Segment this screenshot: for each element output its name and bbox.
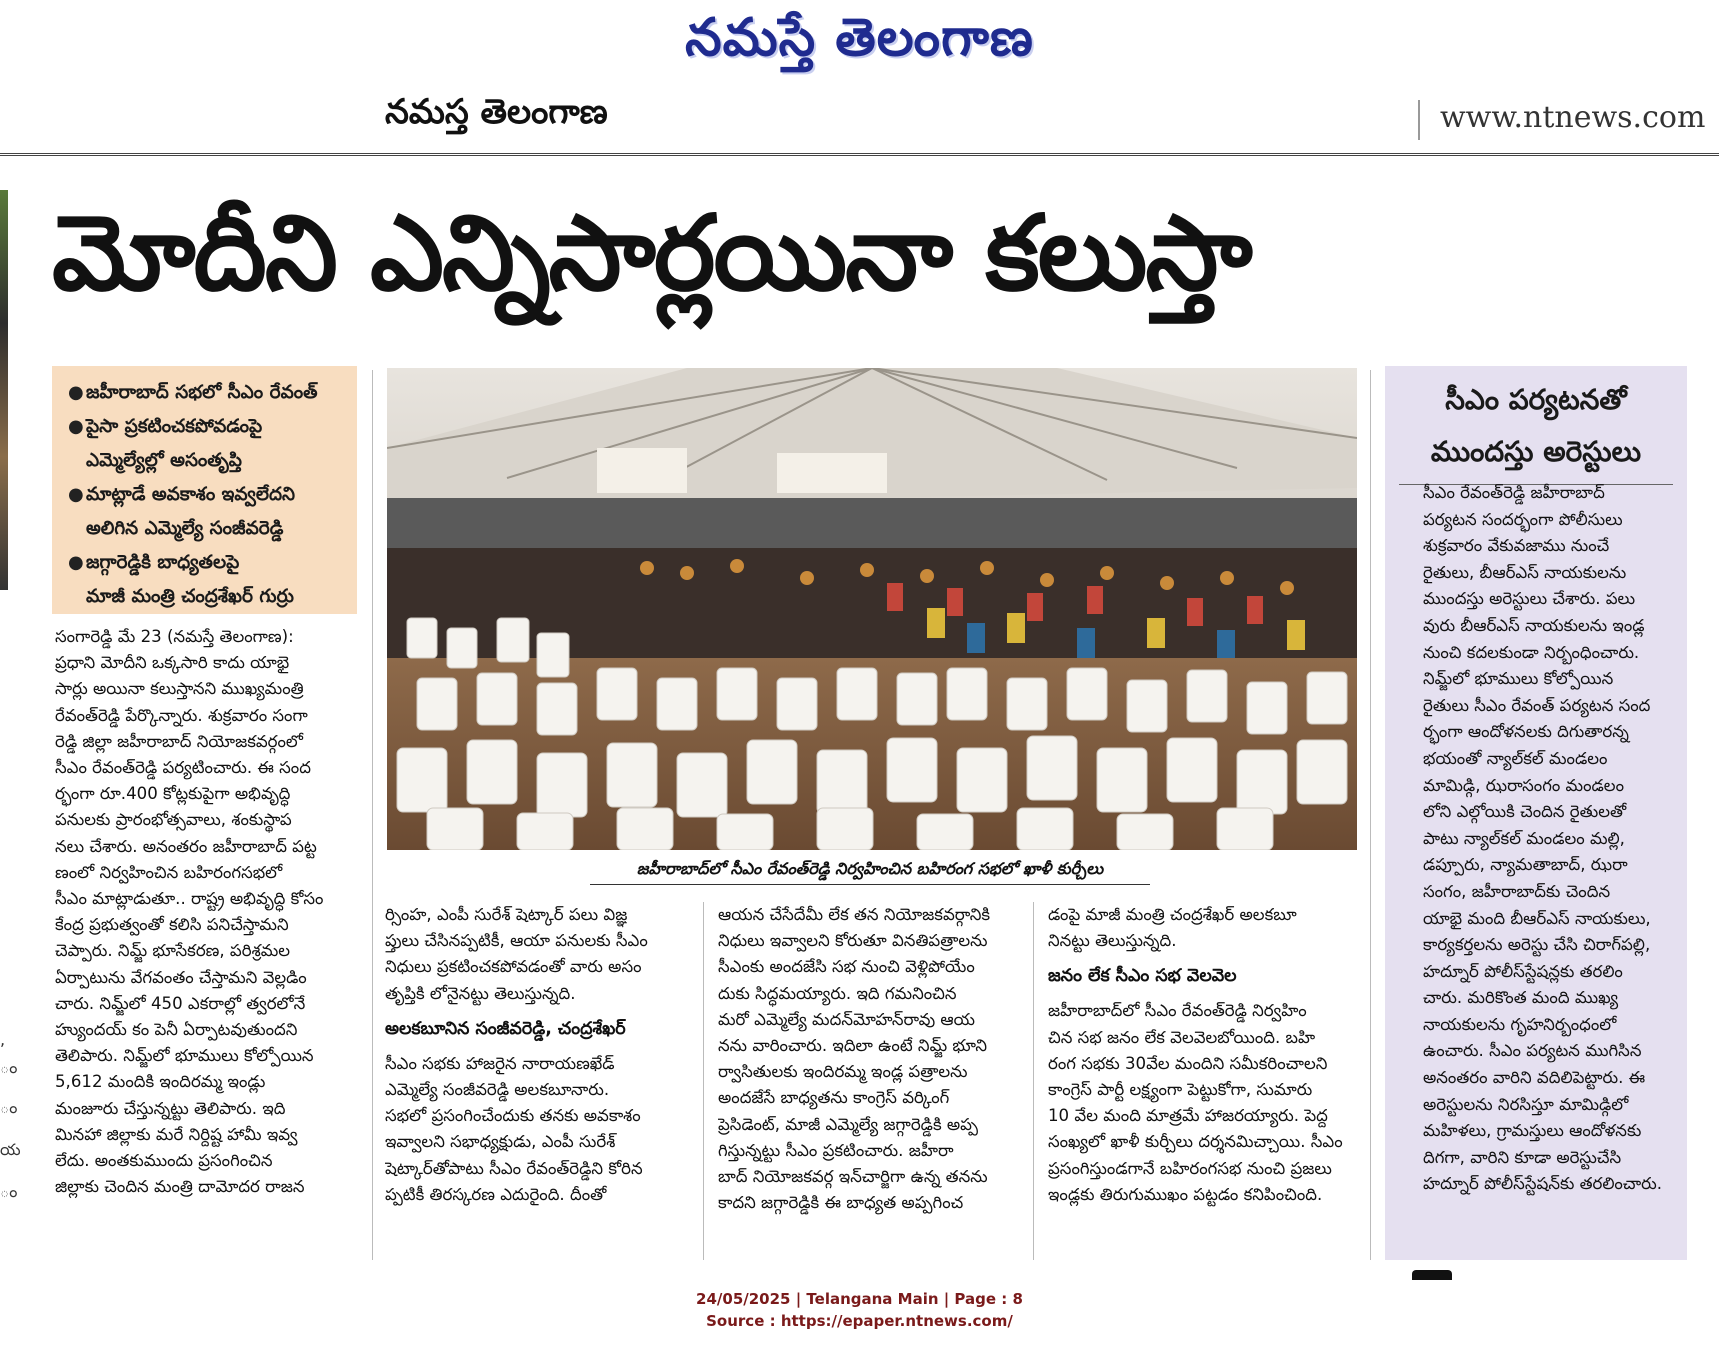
text-line: శుక్రవారం వేకువజాము నుంచే — [1423, 536, 1610, 556]
text-line: ఎమ్మెల్యే సంజీవరెడ్డి అలకబూనారు. — [385, 1080, 610, 1100]
text-line: ఏర్పాటును వేగవంతం చేస్తామని వెల్లడిం — [55, 967, 307, 987]
text-line: చారు. నిమ్జ్‌లో 450 ఎకరాల్లో త్వరలోనే — [55, 993, 306, 1013]
website-url[interactable]: www.ntnews.com — [1440, 100, 1706, 135]
text-line: నిధులు ఇవ్వాలని కోరుతూ వినతిపత్రాలను — [718, 931, 988, 951]
text-line: యాభై మంది బీఆర్‌ఎస్‌ నాయకులు, — [1423, 908, 1651, 928]
text-line: నలు చేశారు. అనంతరం జహీరాబాద్‌ పట్ట — [55, 836, 317, 856]
text-line: తృప్తికి లోనైనట్టు తెలుస్తున్నది. — [385, 983, 576, 1003]
text-line: నినట్టు తెలుస్తున్నది. — [1048, 931, 1177, 951]
text-line: ర్సింహ, ఎంపీ సురేశ్‌ షెట్కార్‌ పలు విజ్ఞ — [385, 905, 628, 924]
text-line: నిధులు ప్రకటించకపోవడంతో వారు అసం — [385, 957, 642, 977]
text-line: సంగం, జహీరాబాద్‌కు చెందిన — [1423, 881, 1611, 901]
text-line: లేదు. అంతకుముందు ప్రసంగించిన — [55, 1151, 273, 1171]
text-line: పనులకు ప్రారంభోత్సవాలు, శంకుస్థాప — [55, 810, 292, 830]
text-line: ర్భంగా ఆందోళనలకు దిగుతారన్న — [1423, 722, 1629, 742]
text-line: దిగగా, వారిని కూడా అరెస్టుచేసి — [1423, 1147, 1622, 1167]
text-line: రైతులు, బీఆర్‌ఎస్‌ నాయకులను — [1423, 562, 1627, 582]
text-line: తెలిపారు. నిమ్జ్‌లో భూములు కోల్పోయిన — [55, 1046, 314, 1066]
text-line: నాయకులను గృహనిర్బంధంలో — [1423, 1014, 1617, 1034]
edge-fragment: ం — [0, 1098, 18, 1117]
masthead — [0, 0, 1719, 78]
edge-fragment: ం — [0, 1182, 18, 1201]
sidebar-story — [1385, 366, 1687, 1260]
masthead-logo: నమస్తే తెలంగాణ — [685, 8, 1034, 68]
text-line: గిస్తున్నట్టు సీఎం ప్రకటించారు. జహీరా — [718, 1140, 954, 1160]
edge-fragment: , — [0, 1030, 6, 1049]
footer-date-page: 24/05/2025 | Telangana Main | Page : 8 — [696, 1290, 1023, 1308]
sidebar-headline-line: ముందస్తు అరెస్టులు — [1430, 435, 1642, 468]
adjacent-page-strip — [0, 190, 8, 590]
text-line: ఆయన చేసేదేమీ లేక తన నియోజకవర్గానికి — [718, 905, 991, 924]
text-line: ఇవ్వాలని సభాధ్యక్షుడు, ఎంపీ సురేశ్‌ — [385, 1132, 616, 1152]
highlight-line: జగ్గారెడ్డికి బాధ్యతలపై — [86, 552, 240, 573]
text-line: చిన సభ జనం లేక వెలవెలబోయింది. బహి — [1048, 1027, 1316, 1047]
event-photo — [387, 368, 1357, 850]
text-line: మహిళలు, గ్రామస్తులు ఆందోళనకు — [1423, 1121, 1642, 1141]
text-line: ప్రధాని మోదీని ఒక్కసారి కాదు యాభై — [55, 653, 290, 673]
text-line: ముందస్తు అరెస్టులు చేశారు. పలు — [1423, 589, 1636, 609]
text-line: మినహా జిల్లాకు మరే నిర్దిష్ట హామీ ఇవ్వ — [55, 1124, 298, 1144]
text-line: రైతులు సీఎం రేవంత్‌ పర్యటన సంద — [1423, 695, 1651, 715]
edge-fragment: య — [0, 1140, 21, 1159]
text-line: హ్యుందయ్‌ కం పెనీ ఏర్పాటవుతుందని — [55, 1020, 298, 1040]
text-line: సభలో ప్రసంగించేందుకు తనకు అవకాశం — [385, 1106, 641, 1126]
highlight-line: మాట్లాడే అవకాశం ఇవ్వలేదని — [86, 484, 296, 505]
text-line: సీఎంకు అందజేసి సభ నుంచి వెళ్లిపోయేం — [718, 957, 975, 977]
text-line: పర్యటన సందర్భంగా పోలీసులు — [1423, 509, 1623, 529]
text-line: మంజూరు చేస్తున్నట్టు తెలిపారు. ఇది — [55, 1098, 286, 1118]
text-line: అరెస్టులను నిరసిస్తూ మామిడ్గిలో — [1423, 1094, 1629, 1114]
highlight-line: అలిగిన ఎమ్మెల్యే సంజీవరెడ్డి — [86, 518, 284, 539]
text-line: నను వారించారు. ఇదిలా ఉంటే నిమ్జ్‌ భూని — [718, 1036, 988, 1056]
article-column-3 — [718, 902, 1020, 1216]
text-line: ప్పటికీ తిరస్కరణ ఎదురైంది. దీంతో — [385, 1184, 607, 1204]
text-line: హద్నూర్‌ పోలీస్‌స్టేషన్లకు తరలిం — [1423, 961, 1623, 981]
highlight-item — [62, 546, 347, 614]
highlight-item — [62, 376, 347, 410]
text-line: మరో ఎమ్మెల్యే మదన్‌మోహన్‌రావు ఆయ — [718, 1009, 975, 1029]
text-line: కాదని జగ్గారెడ్డికి ఈ బాధ్యత అప్పగించ — [718, 1193, 964, 1213]
text-line: రెడ్డి జిల్లా జహీరాబాద్‌ నియోజకవర్గంలో — [55, 731, 304, 751]
text-line: ర్భంగా రూ.400 కోట్లకుపైగా అభివృద్ధి — [55, 784, 291, 804]
text-line: జహీరాబాద్‌లో సీఎం రేవంత్‌రెడ్డి నిర్వహిం — [1048, 1001, 1307, 1021]
section-subheading: జనం లేక సీఎం సభ వెలవెల — [1048, 966, 1237, 987]
text-line: మామిడ్గి, ఝరాసంగం మండలం — [1423, 775, 1624, 795]
bullet-icon: ● — [68, 484, 84, 505]
highlight-line: జహీరాబాద్‌ సభలో సీఎం రేవంత్‌ — [86, 382, 318, 403]
text-line: కాంగ్రెస్‌ పార్టీ లక్ష్యంగా పెట్టుకోగా, సుమారు — [1048, 1080, 1313, 1100]
article-column-2 — [385, 902, 685, 1208]
column-divider — [1370, 370, 1371, 1260]
text-line: భయంతో న్యాల్‌కల్‌ మండలం — [1423, 748, 1608, 768]
text-line: కేంద్ర ప్రభుత్వంతో కలిసి పనిచేస్తామని — [55, 915, 289, 935]
article-column-4 — [1048, 902, 1357, 1208]
rally-scene-illustration — [387, 368, 1357, 850]
header-divider — [1418, 100, 1420, 140]
edge-fragment: ం — [0, 1058, 18, 1077]
text-line: చారు. మరికొంత మంది ముఖ్య — [1423, 988, 1619, 1008]
text-line: చెప్పారు. నిమ్జ్‌ భూసేకరణ, పరిశ్రమల — [55, 941, 291, 961]
text-line: ఉంచారు. సీఎం పర్యటన ముగిసిన — [1423, 1041, 1642, 1061]
highlight-line: ఎమ్మెల్యేల్లో అసంతృప్తి — [86, 450, 242, 471]
text-line: షెట్కార్‌తోపాటు సీఎం రేవంత్‌రెడ్డిని కోరిన — [385, 1158, 643, 1178]
text-line: బాద్‌ నియోజకవర్గ ఇన్‌చార్జిగా ఉన్న తనను — [718, 1167, 988, 1187]
page-header — [0, 88, 1719, 156]
text-line: కార్యకర్తలను అరెస్టు చేసి చిరాగ్‌పల్లి, — [1423, 935, 1651, 955]
text-line: రేవంత్‌రెడ్డి పేర్కొన్నారు. శుక్రవారం సంగా — [55, 705, 308, 725]
photo-caption: జహీరాబాద్‌లో సీఎం రేవంత్‌రెడ్డి నిర్వహించిన బహిరంగ సభలో ఖాళీ కుర్చీలు — [590, 854, 1150, 885]
text-line: వురు బీఆర్‌ఎస్‌ నాయకులను ఇండ్ల — [1423, 615, 1645, 635]
text-line: జిల్లాకు చెందిన మంత్రి దామోదర రాజన — [55, 1177, 305, 1197]
highlight-item — [62, 410, 347, 478]
text-line: డంపై మాజీ మంత్రి చంద్రశేఖర్‌ అలకబూ — [1048, 905, 1297, 924]
text-line: సీఎం రేవంత్‌రెడ్డి జహీరాబాద్‌ — [1423, 483, 1605, 502]
text-line: సీఎం రేవంత్‌రెడ్డి పర్యటించారు. ఈ సంద — [55, 758, 311, 778]
epaper-footer — [0, 1288, 1719, 1332]
header-rule — [0, 153, 1719, 156]
highlights-box — [52, 366, 357, 614]
page-section-name: నమస్త తెలంగాణ — [385, 92, 608, 132]
text-line: ణంలో నిర్వహించిన బహిరంగసభలో — [55, 862, 283, 882]
text-line: సీఎం సభకు హాజరైన నారాయణఖేడ్‌ — [385, 1053, 615, 1073]
text-line: 10 వేల మంది మాత్రమే హాజరయ్యారు. పెద్ద — [1048, 1106, 1328, 1126]
column-divider — [1033, 902, 1034, 1260]
text-line: డప్పూరు, న్యామతాబాద్‌, ఝరా — [1423, 855, 1628, 875]
sidebar-headline — [1385, 374, 1687, 478]
text-line: సంగారెడ్డి మే 23 (నమస్తే తెలంగాణ): — [55, 627, 294, 646]
article-column-1 — [55, 624, 357, 1200]
page-marker — [1412, 1270, 1452, 1280]
bullet-icon: ● — [68, 416, 84, 437]
footer-source[interactable]: Source : https://epaper.ntnews.com/ — [706, 1312, 1013, 1330]
section-subheading: అలకబూనిన సంజీవరెడ్డి, చంద్రశేఖర్‌ — [385, 1018, 626, 1039]
highlight-line: పైసా ప్రకటించకపోవడంపై — [86, 416, 263, 437]
text-line: రంగ సభకు 30వేల మందిని సమీకరించాలని — [1048, 1053, 1328, 1073]
text-line: ప్రసంగిస్తుండగానే బహిరంగసభ నుంచి ప్రజలు — [1048, 1158, 1332, 1178]
text-line: సీఎం మాట్లాడుతూ.. రాష్ట్ర అభివృద్ధి కోసం — [55, 889, 324, 909]
highlight-item — [62, 478, 347, 546]
text-line: లోని ఎల్గోయికి చెందిన రైతులతో — [1423, 802, 1627, 822]
text-line: హద్నూర్‌ పోలీస్‌స్టేషన్‌కు తరలించారు. — [1423, 1174, 1662, 1194]
text-line: ప్రెసిడెంట్‌, మాజీ ఎమ్మెల్యే జగ్గారెడ్డికి అప్ప — [718, 1114, 978, 1134]
sidebar-body — [1423, 480, 1675, 1198]
text-line: దుకు సిద్ధమయ్యారు. ఇది గమనించిన — [718, 983, 957, 1003]
text-line: నిమ్జ్‌లో భూములు కోల్పోయిన — [1423, 669, 1614, 689]
text-line: అనంతరం వారిని వదిలిపెట్టారు. ఈ — [1423, 1068, 1646, 1088]
main-headline: మోదీని ఎన్నిసార్లయినా కలుస్తా — [52, 192, 1251, 314]
sidebar-headline-line: సీఎం పర్యటనతో — [1445, 383, 1627, 416]
highlight-line: మాజీ మంత్రి చంద్రశేఖర్‌ గుర్రు — [86, 586, 294, 607]
column-divider — [372, 370, 373, 1260]
bullet-icon: ● — [68, 382, 84, 403]
text-line: ప్తులు చేసినప్పటికీ, ఆయా పనులకు సీఎం — [385, 931, 648, 951]
text-line: అందజేసే బాధ్యతను కాంగ్రెస్‌ వర్కింగ్‌ — [718, 1088, 950, 1108]
text-line: ఇండ్లకు తిరుగుముఖం పట్టడం కనిపించింది. — [1048, 1184, 1323, 1204]
text-line: ర్వాసితులకు ఇందిరమ్మ ఇండ్ల పత్రాలను — [718, 1062, 968, 1082]
text-line: పాటు న్యాల్‌కల్‌ మండలం మల్లి, — [1423, 828, 1625, 848]
text-line: సంఖ్యలో ఖాళీ కుర్చీలు దర్శనమిచ్చాయి. సీఎం — [1048, 1132, 1343, 1152]
text-line: సార్లు అయినా కలుస్తానని ముఖ్యమంత్రి — [55, 679, 304, 699]
text-line: 5,612 మందికి ఇందిరమ్మ ఇండ్లు — [55, 1072, 266, 1092]
text-line: నుంచి కదలకుండా నిర్బంధించారు. — [1423, 642, 1640, 662]
bullet-icon: ● — [68, 552, 84, 573]
column-divider — [703, 902, 704, 1260]
